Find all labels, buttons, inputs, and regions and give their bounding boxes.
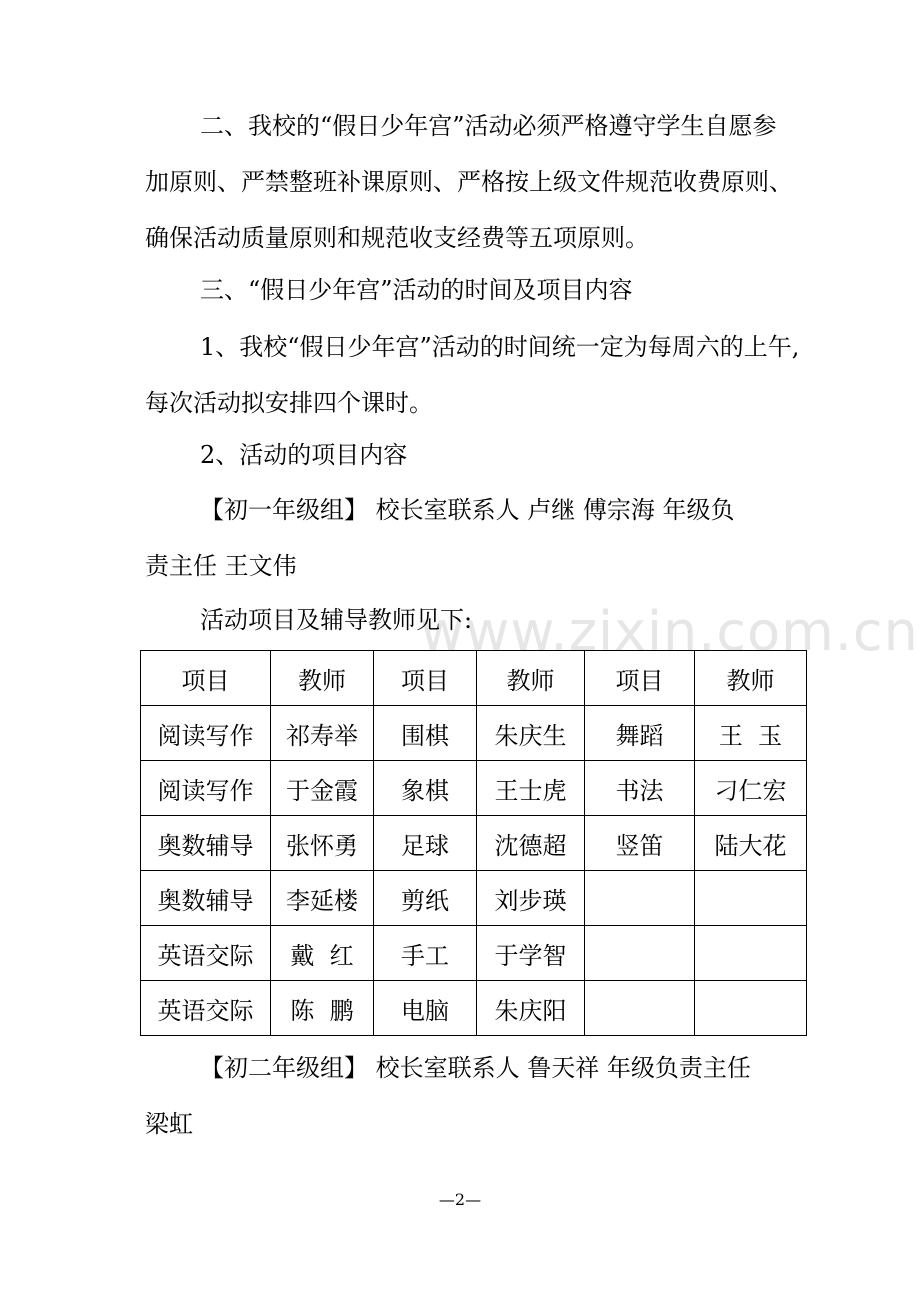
table-cell: 刁仁宏 [695, 761, 807, 816]
table-cell: 阅读写作 [141, 706, 271, 761]
table-row [141, 816, 807, 871]
watermark: www.zixin.com.cn [420, 600, 919, 663]
table-cell: 于学智 [477, 926, 585, 981]
header-cell-project: 项目 [141, 651, 271, 706]
paragraph-line: 确保活动质量原则和规范收支经费等五项原则。 [145, 224, 649, 252]
paragraph-line: 责主任 王文伟 [145, 552, 297, 580]
paragraph-line: 【初二年级组】 校长室联系人 鲁天祥 年级负责主任 [200, 1054, 751, 1082]
table-cell: 陆大花 [695, 816, 807, 871]
paragraph-line: 2、活动的项目内容 [200, 441, 408, 469]
paragraph-line: 每次活动拟安排四个课时。 [145, 389, 433, 417]
table-cell: 李延楼 [271, 871, 374, 926]
section-heading: 三、“假日少年宫”活动的时间及项目内容 [200, 276, 633, 304]
table-cell: 祁寿举 [271, 706, 374, 761]
table-cell: 朱庆生 [477, 706, 585, 761]
header-cell-teacher: 教师 [695, 651, 807, 706]
paragraph-grade-one-group [145, 482, 810, 594]
table-cell: 奥数辅导 [141, 816, 271, 871]
table-cell: 朱庆阳 [477, 981, 585, 1036]
page-number: —2— [438, 1190, 482, 1209]
table-row [141, 706, 807, 761]
paragraph-line: 二、我校的“假日少年宫”活动必须严格遵守学生自愿参 [200, 112, 777, 140]
table-cell: 王士虎 [477, 761, 585, 816]
table-cell: 张怀勇 [271, 816, 374, 871]
table-cell: 戴 红 [271, 926, 374, 981]
table-row [141, 871, 807, 926]
table-cell: 王 玉 [695, 706, 807, 761]
paragraph-line: 1、我校“假日少年宫”活动的时间统一定为每周六的上午, [200, 333, 800, 361]
paragraph-principles [145, 98, 810, 266]
table-cell [695, 926, 807, 981]
paragraph-table-intro [145, 592, 810, 648]
table-cell: 于金霞 [271, 761, 374, 816]
table-row [141, 761, 807, 816]
paragraph-activity-content [145, 427, 810, 483]
table-header-row [141, 651, 807, 706]
table-cell: 沈德超 [477, 816, 585, 871]
header-cell-project: 项目 [374, 651, 477, 706]
paragraph-line: 活动项目及辅导教师见下: [200, 606, 473, 634]
section-heading-time-and-content [145, 262, 810, 318]
table-cell [695, 871, 807, 926]
header-cell-teacher: 教师 [271, 651, 374, 706]
table-cell: 舞蹈 [585, 706, 695, 761]
paragraph-grade-two-group [145, 1040, 810, 1152]
table-cell: 竖笛 [585, 816, 695, 871]
table-cell: 象棋 [374, 761, 477, 816]
table-cell: 英语交际 [141, 926, 271, 981]
table-cell [695, 981, 807, 1036]
table-row [141, 981, 807, 1036]
table-cell: 刘步瑛 [477, 871, 585, 926]
table-cell: 围棋 [374, 706, 477, 761]
table-cell: 剪纸 [374, 871, 477, 926]
table-cell: 手工 [374, 926, 477, 981]
paragraph-line: 梁虹 [145, 1110, 193, 1138]
table-cell: 陈 鹏 [271, 981, 374, 1036]
table-cell: 足球 [374, 816, 477, 871]
table-cell: 电脑 [374, 981, 477, 1036]
table-cell [585, 981, 695, 1036]
table-cell: 奥数辅导 [141, 871, 271, 926]
header-cell-project: 项目 [585, 651, 695, 706]
table-cell [585, 926, 695, 981]
paragraph-schedule [145, 319, 810, 431]
table-cell: 书法 [585, 761, 695, 816]
activities-table [140, 650, 807, 1036]
header-cell-teacher: 教师 [477, 651, 585, 706]
table-cell: 英语交际 [141, 981, 271, 1036]
paragraph-line: 【初一年级组】 校长室联系人 卢继 傅宗海 年级负 [200, 496, 735, 524]
table-row [141, 926, 807, 981]
table-cell: 阅读写作 [141, 761, 271, 816]
paragraph-line: 加原则、严禁整班补课原则、严格按上级文件规范收费原则、 [145, 168, 793, 196]
table-cell [585, 871, 695, 926]
